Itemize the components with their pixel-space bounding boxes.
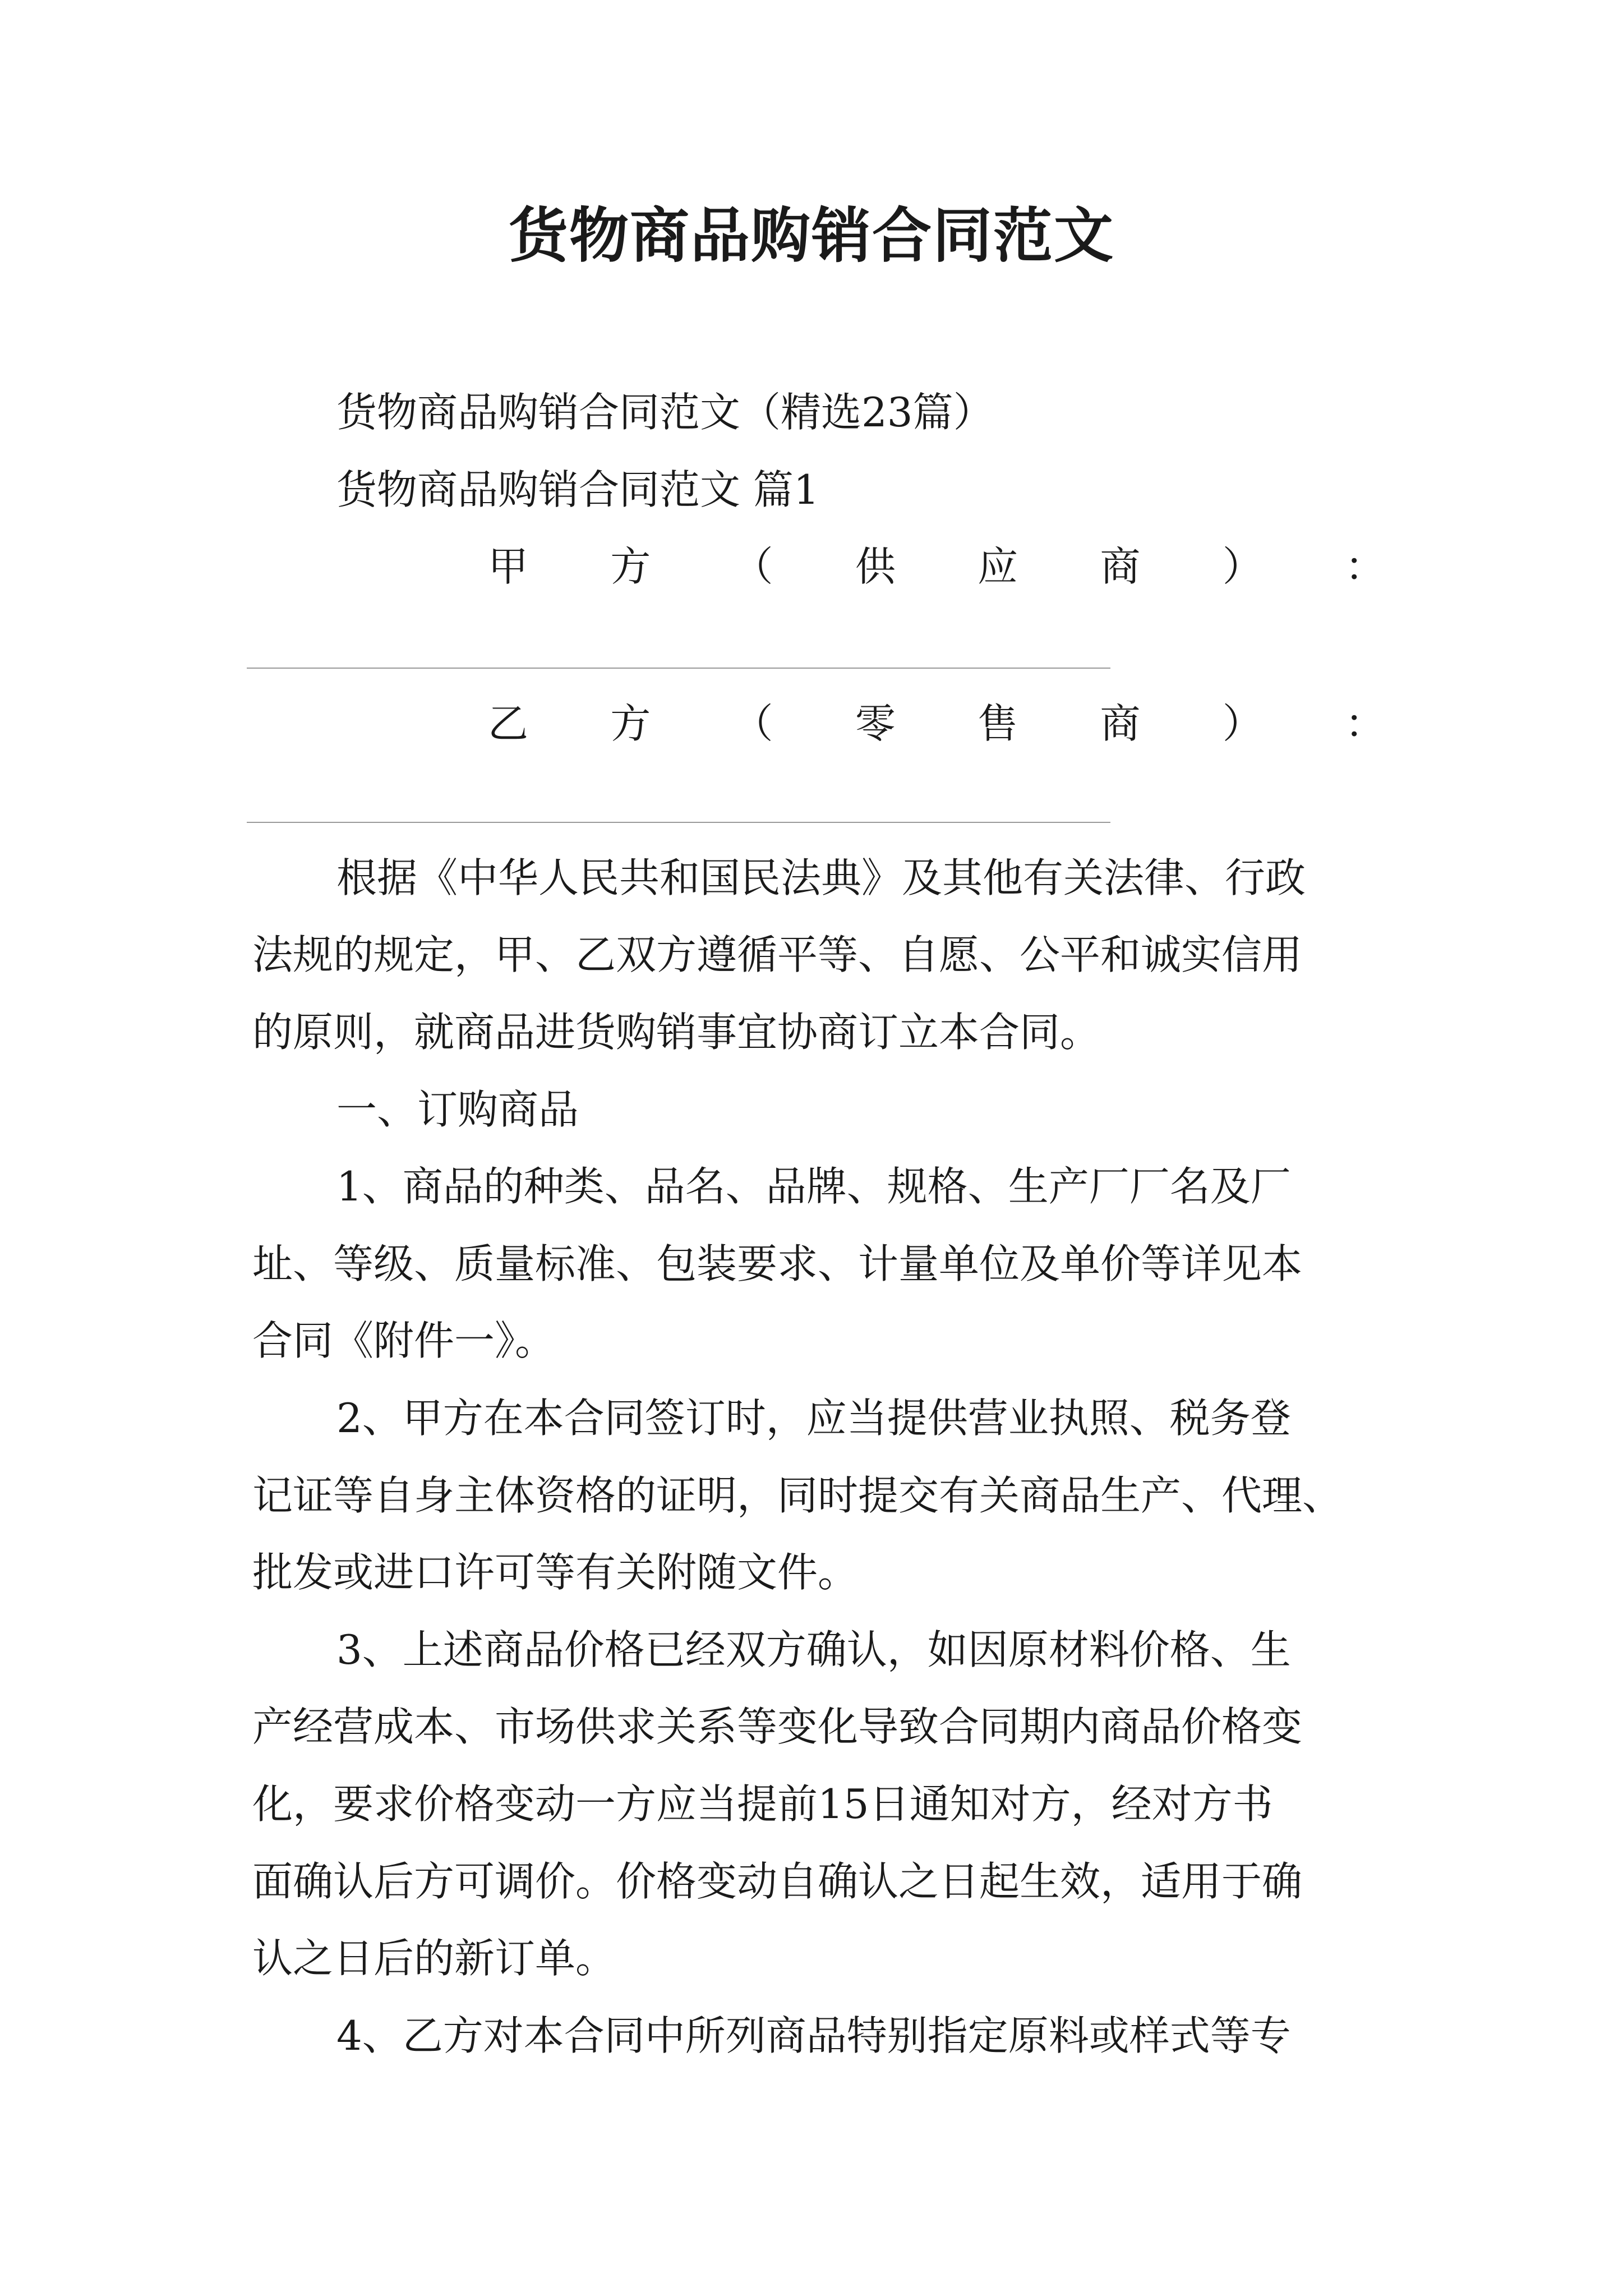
body-line: 的原则，就商品进货购销事宜协商订立本合同。: [252, 1009, 1101, 1056]
party-a-char: ）: [1222, 543, 1263, 590]
body-line: 1、商品的种类、品名、品牌、规格、生产厂厂名及厂: [336, 1163, 1291, 1210]
section-heading: 货物商品购销合同范文 篇1: [336, 466, 819, 513]
party-b-char: 商: [1100, 700, 1141, 747]
party-a-char: 方: [610, 543, 651, 590]
party-b-blank-line: [247, 822, 1110, 823]
body-line: 批发或进口许可等有关附随文件。: [252, 1549, 859, 1596]
party-a-char: 商: [1100, 543, 1141, 590]
body-line: 一、订购商品: [336, 1086, 579, 1133]
party-b-char: ）: [1222, 700, 1263, 747]
party-b-char: 乙: [488, 700, 529, 747]
party-b-char: （: [732, 700, 773, 747]
body-line: 址、等级、质量标准、包装要求、计量单位及单价等详见本: [252, 1240, 1303, 1287]
party-a-char: 应: [978, 543, 1018, 590]
party-b-line: [488, 696, 1385, 752]
party-a-line: [488, 539, 1385, 595]
party-b-char: 售: [978, 700, 1018, 747]
party-a-char: 供: [855, 543, 896, 590]
party-a-char: ：: [1344, 543, 1385, 590]
body-line: 2、甲方在本合同签订时，应当提供营业执照、税务登: [336, 1395, 1291, 1442]
party-b-char: ：: [1344, 700, 1385, 747]
body-line: 法规的规定，甲、乙双方遵循平等、自愿、公平和诚实信用: [252, 931, 1303, 978]
party-a-char: 甲: [488, 543, 529, 590]
party-b-char: 方: [610, 700, 651, 747]
body-line: 根据《中华人民共和国民法典》及其他有关法律、行政: [336, 854, 1306, 901]
body-line: 产经营成本、市场供求关系等变化导致合同期内商品价格变: [252, 1703, 1303, 1750]
document-subtitle: 货物商品购销合同范文（精选23篇）: [336, 389, 994, 436]
party-a-blank-line: [247, 668, 1110, 669]
party-b-char: 零: [855, 700, 896, 747]
body-line: 化，要求价格变动一方应当提前15日通知对方，经对方书: [252, 1780, 1273, 1828]
body-line: 合同《附件一》。: [252, 1317, 556, 1364]
body-line: 3、上述商品价格已经双方确认，如因原材料价格、生: [336, 1626, 1291, 1673]
body-line: 4、乙方对本合同中所列商品特别指定原料或样式等专: [336, 2012, 1291, 2059]
body-line: 认之日后的新订单。: [252, 1935, 616, 1982]
party-a-char: （: [732, 543, 773, 590]
body-line: 面确认后方可调价。价格变动自确认之日起生效，适用于确: [252, 1858, 1303, 1905]
document-title: 货物商品购销合同范文: [509, 200, 1114, 270]
body-line: 记证等自身主体资格的证明，同时提交有关商品生产、代理、: [252, 1472, 1343, 1519]
